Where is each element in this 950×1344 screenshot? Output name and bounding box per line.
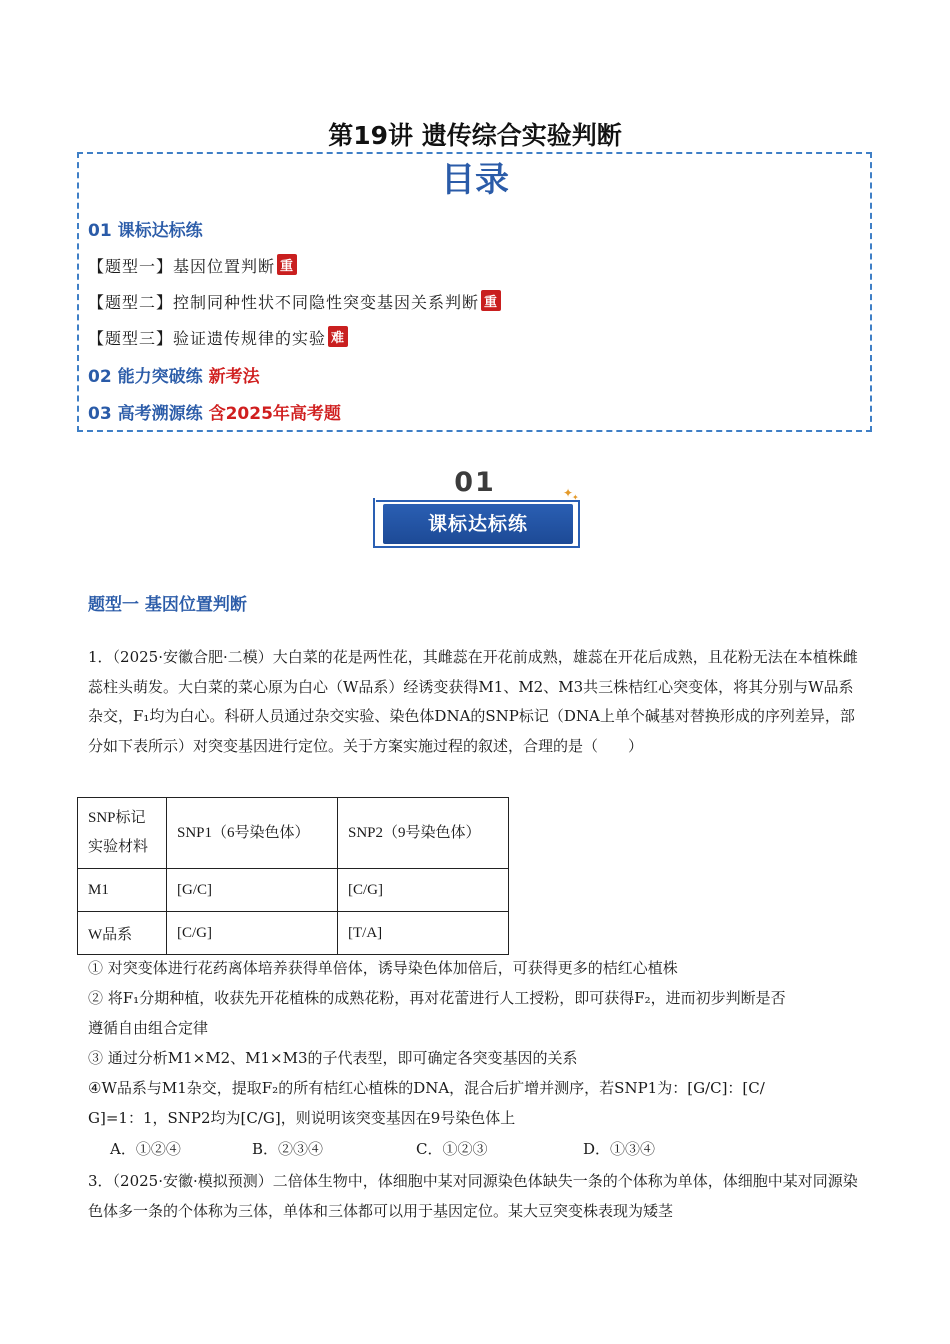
table-row xyxy=(78,912,509,955)
statement-3: ③ 通过分析M1×M2、M1×M3的子代表型，即可确定各突变基因的关系 xyxy=(88,1049,578,1067)
table-header-cell: SNP2（9号染色体） xyxy=(338,798,509,869)
toc-item-1[interactable] xyxy=(88,254,297,277)
table-cell: M1 xyxy=(78,869,167,912)
sparkle-small-icon: ✦ xyxy=(572,493,579,502)
difficulty-badge: 重 xyxy=(277,254,297,275)
difficulty-badge: 难 xyxy=(328,326,348,347)
statement-2: ② 将F₁分期种植，收获先开花植株的成熟花粉，再对花蕾进行人工授粉，即可获得F₂，进而初步判断是否 xyxy=(88,989,786,1007)
table-cell: [T/A] xyxy=(338,912,509,955)
table-cell: [G/C] xyxy=(167,869,338,912)
table-header-cell: SNP1（6号染色体） xyxy=(167,798,338,869)
toc-section-1-label: 01 课标达标练 xyxy=(88,221,203,241)
toc-section-3-label: 03 高考溯源练 xyxy=(88,404,203,424)
toc-section-2-highlight: 新考法 xyxy=(208,367,260,387)
table-cell: W品系 xyxy=(78,912,167,955)
toc-section-3[interactable] xyxy=(88,399,341,424)
option-d[interactable]: D．①③④ xyxy=(583,1140,656,1158)
option-a[interactable]: A．①②④ xyxy=(110,1140,181,1158)
table-header-cell: SNP标记实验材料 xyxy=(78,798,167,869)
question-3-text: 3．（2025·安徽·模拟预测）二倍体生物中，体细胞中某对同源染色体缺失一条的个体称为单体，体细胞中某对同源染色体多一条的个体称为三体，单体和三体都可以用于基因定位。某大豆突变株表现为矮茎 xyxy=(88,1172,858,1220)
toc-item-label: 【题型一】基因位置判断 xyxy=(88,257,276,276)
snp-table xyxy=(77,797,509,955)
option-b[interactable]: B．②③④ xyxy=(252,1140,324,1158)
toc-item-2[interactable] xyxy=(88,290,501,313)
statement-4-cont: G]=1：1，SNP2均为[C/G]，则说明该突变基因在9号染色体上 xyxy=(88,1109,516,1127)
option-c[interactable]: C．①②③ xyxy=(416,1140,488,1158)
sparkle-icon: ✦ xyxy=(563,486,574,500)
table-row xyxy=(78,869,509,912)
question-1-text: 1．（2025·安徽合肥·二模）大白菜的花是两性花，其雌蕊在开花前成熟，雄蕊在开花后成熟，且花粉无法在本植株雌蕊柱头萌发。大白菜的菜心原为白心（W品系）经诱变获得M1、M2、M3共三株桔红心突变体，将其分别与W品系杂交，F₁均为白心。科研人员通过杂交实验、染色体DNA的SNP标记（DNA上单个碱基对替换形成的序列差异，部分如下表所示）对突变基因进行定位。关于方案实施过程的叙述，合理的是（ ） xyxy=(88,648,858,755)
toc-item-label: 【题型三】验证遗传规律的实验 xyxy=(88,329,327,348)
table-cell: [C/G] xyxy=(338,869,509,912)
section-heading: 题型一 基因位置判断 xyxy=(88,595,247,615)
toc-item-label: 【题型二】控制同种性状不同隐性突变基因关系判断 xyxy=(88,293,480,312)
table-header-row xyxy=(78,798,509,869)
toc-item-3[interactable] xyxy=(88,326,348,349)
toc-section-2-label: 02 能力突破练 xyxy=(88,367,203,387)
statement-1: ① 对突变体进行花药离体培养获得单倍体，诱导染色体加倍后，可获得更多的桔红心植株 xyxy=(88,959,678,977)
toc-section-1[interactable] xyxy=(88,216,203,241)
page-title: 第19讲 遗传综合实验判断 xyxy=(328,121,622,150)
table-cell: [C/G] xyxy=(167,912,338,955)
difficulty-badge: 重 xyxy=(481,290,501,311)
toc-section-2[interactable] xyxy=(88,362,260,387)
statement-2-cont: 遵循自由组合定律 xyxy=(88,1019,209,1037)
statement-4: ④W品系与M1杂交，提取F₂的所有桔红心植株的DNA，混合后扩增并测序，若SNP1为：[G/C]：[C/ xyxy=(88,1079,765,1097)
banner-number: 01 xyxy=(454,467,496,498)
toc-heading: 目录 xyxy=(441,160,509,200)
section-banner: 课标达标练 xyxy=(383,504,573,544)
toc-section-3-highlight: 含2025年高考题 xyxy=(208,404,341,424)
